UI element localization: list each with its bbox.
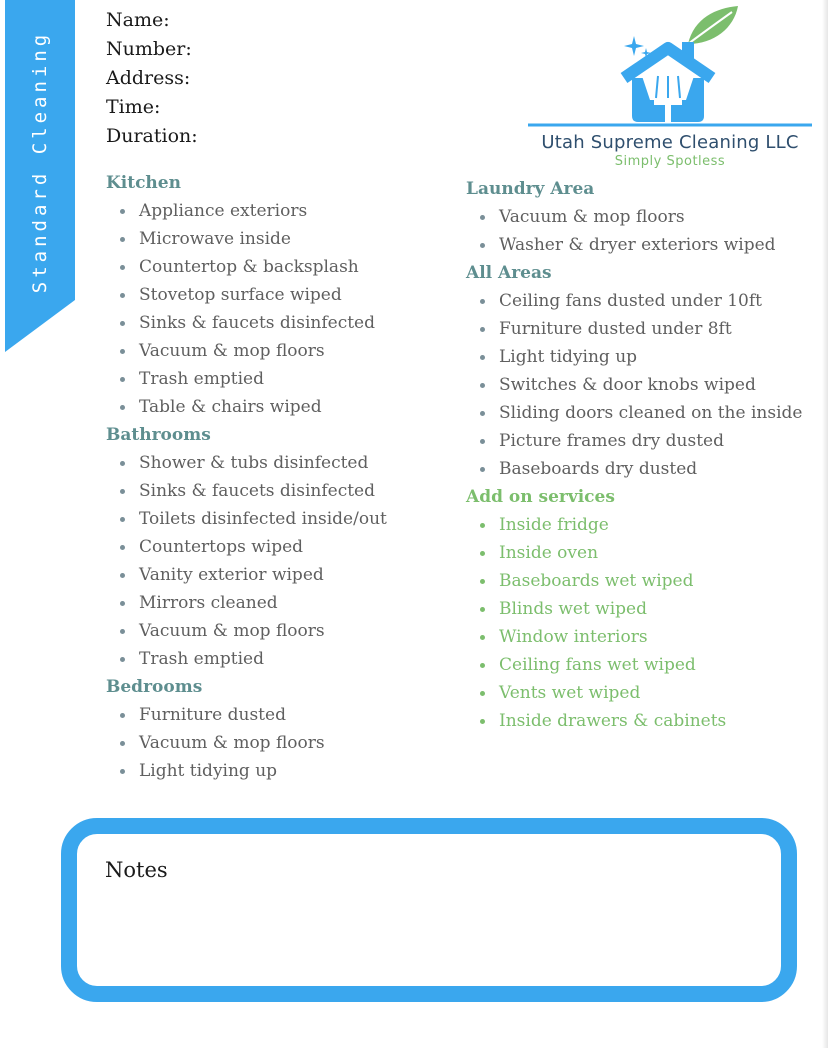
section-heading-bedrooms: Bedrooms xyxy=(106,677,203,697)
list-item: Light tidying up xyxy=(106,758,387,786)
list-item: Sinks & faucets disinfected xyxy=(106,478,387,506)
addon-list-item: Ceiling fans wet wiped xyxy=(466,652,802,680)
list-item: Picture frames dry dusted xyxy=(466,428,802,456)
bullet-icon xyxy=(480,467,485,472)
addon-list-item: Baseboards wet wiped xyxy=(466,568,802,596)
bullet-icon xyxy=(480,663,485,668)
bullet-icon xyxy=(480,607,485,612)
bullet-icon xyxy=(120,517,125,522)
list-item: Vacuum & mop floors xyxy=(106,730,387,758)
bullet-icon xyxy=(480,635,485,640)
bullet-icon xyxy=(480,243,485,248)
bullet-icon xyxy=(120,769,125,774)
bullet-icon xyxy=(120,237,125,242)
bullet-icon xyxy=(480,579,485,584)
house-broom-icon xyxy=(528,4,818,134)
list-item: Vacuum & mop floors xyxy=(106,618,387,646)
list-item: Appliance exteriors xyxy=(106,198,387,226)
section-heading-bathrooms: Bathrooms xyxy=(106,425,211,445)
bullet-icon xyxy=(480,355,485,360)
list-item: Ceiling fans dusted under 10ft xyxy=(466,288,802,316)
section-heading-laundry: Laundry Area xyxy=(466,179,595,199)
client-info xyxy=(106,8,198,153)
bullet-icon xyxy=(480,327,485,332)
bullet-icon xyxy=(480,299,485,304)
list-item: Stovetop surface wiped xyxy=(106,282,387,310)
company-logo xyxy=(528,4,818,174)
address-label: Address: xyxy=(106,67,191,89)
page-edge-shadow xyxy=(822,0,828,1048)
addon-list-item: Window interiors xyxy=(466,624,802,652)
bullet-icon xyxy=(120,601,125,606)
list-item: Furniture dusted xyxy=(106,702,387,730)
bullet-icon xyxy=(120,741,125,746)
addon-list-item: Inside drawers & cabinets xyxy=(466,708,802,736)
bullet-icon xyxy=(120,657,125,662)
list-item: Shower & tubs disinfected xyxy=(106,450,387,478)
bullet-icon xyxy=(120,321,125,326)
bullet-icon xyxy=(120,573,125,578)
addon-list-item: Blinds wet wiped xyxy=(466,596,802,624)
list-item: Toilets disinfected inside/out xyxy=(106,506,387,534)
list-item: Vacuum & mop floors xyxy=(106,338,387,366)
name-label: Name: xyxy=(106,9,170,31)
bullet-icon xyxy=(120,209,125,214)
addon-list-item: Inside fridge xyxy=(466,512,802,540)
bullet-icon xyxy=(480,551,485,556)
list-item: Washer & dryer exteriors wiped xyxy=(466,232,802,260)
section-heading-kitchen: Kitchen xyxy=(106,173,181,193)
bullet-icon xyxy=(480,383,485,388)
company-name: Utah Supreme Cleaning LLC xyxy=(541,132,799,153)
number-label: Number: xyxy=(106,38,192,60)
list-item: Sinks & faucets disinfected xyxy=(106,310,387,338)
bullet-icon xyxy=(120,629,125,634)
bullet-icon xyxy=(480,691,485,696)
bullet-icon xyxy=(480,411,485,416)
list-item: Vanity exterior wiped xyxy=(106,562,387,590)
bullet-icon xyxy=(120,489,125,494)
list-item: Furniture dusted under 8ft xyxy=(466,316,802,344)
bullet-icon xyxy=(120,713,125,718)
bullet-icon xyxy=(120,377,125,382)
list-item: Countertops wiped xyxy=(106,534,387,562)
checklist-left-column xyxy=(106,170,387,786)
section-heading-add-on-services: Add on services xyxy=(466,487,615,507)
list-item: Sliding doors cleaned on the inside xyxy=(466,400,802,428)
bullet-icon xyxy=(120,349,125,354)
bullet-icon xyxy=(480,719,485,724)
bullet-icon xyxy=(120,405,125,410)
list-item: Baseboards dry dusted xyxy=(466,456,802,484)
section-heading-all-areas: All Areas xyxy=(466,263,552,283)
bullet-icon xyxy=(480,439,485,444)
list-item: Trash emptied xyxy=(106,646,387,674)
list-item: Trash emptied xyxy=(106,366,387,394)
list-item: Countertop & backsplash xyxy=(106,254,387,282)
time-label: Time: xyxy=(106,96,161,118)
list-item: Light tidying up xyxy=(466,344,802,372)
list-item: Vacuum & mop floors xyxy=(466,204,802,232)
addon-list-item: Inside oven xyxy=(466,540,802,568)
duration-label: Duration: xyxy=(106,125,198,147)
list-item: Switches & door knobs wiped xyxy=(466,372,802,400)
bullet-icon xyxy=(120,265,125,270)
company-tagline: Simply Spotless xyxy=(614,154,726,169)
checklist-right-column xyxy=(466,176,802,736)
list-item: Table & chairs wiped xyxy=(106,394,387,422)
banner-title: Standard Cleaning xyxy=(29,30,51,294)
bullet-icon xyxy=(120,461,125,466)
notes-box[interactable] xyxy=(61,818,797,1002)
addon-list-item: Vents wet wiped xyxy=(466,680,802,708)
list-item: Mirrors cleaned xyxy=(106,590,387,618)
list-item: Microwave inside xyxy=(106,226,387,254)
bullet-icon xyxy=(120,545,125,550)
bullet-icon xyxy=(120,293,125,298)
bullet-icon xyxy=(480,523,485,528)
bullet-icon xyxy=(480,215,485,220)
notes-title: Notes xyxy=(105,858,168,882)
